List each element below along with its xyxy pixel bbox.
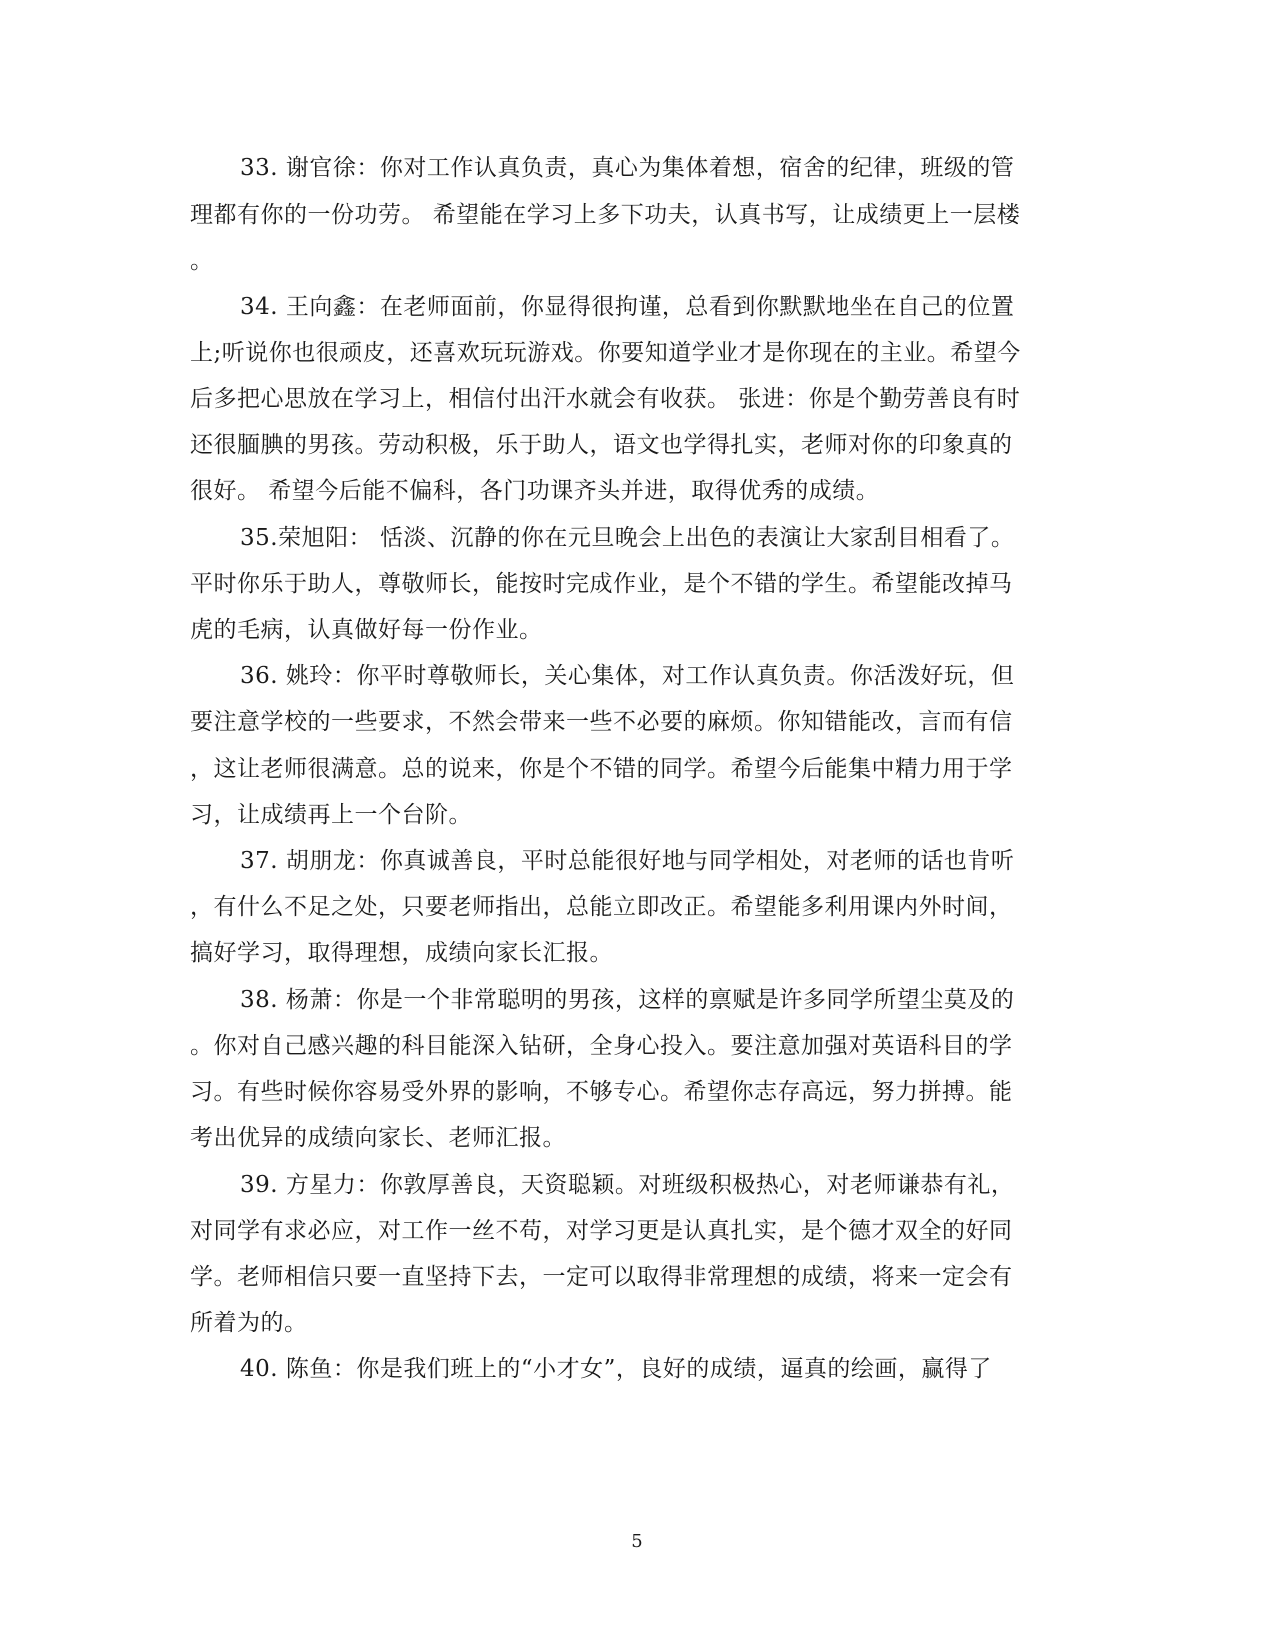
text-line: 36. 姚玲：你平时尊敬师长，关心集体，对工作认真负责。你活泼好玩，但 xyxy=(240,663,1015,689)
text-line: ，这让老师很满意。总的说来，你是个不错的同学。希望今后能集中精力用于学 xyxy=(190,756,1013,782)
text-line: 上;听说你也很顽皮，还喜欢玩玩游戏。你要知道学业才是你现在的主业。希望今 xyxy=(190,340,1021,366)
text-line: 所着为的。 xyxy=(190,1310,308,1336)
text-line: 理都有你的一份功劳。 希望能在学习上多下功夫，认真书写，让成绩更上一层楼 xyxy=(190,202,1021,228)
text-line: 习，让成绩再上一个台阶。 xyxy=(190,802,472,828)
text-line: 40. 陈鱼：你是我们班上的“小才女”，良好的成绩，逼真的绘画，赢得了 xyxy=(240,1356,992,1382)
text-line: 。你对自己感兴趣的科目能深入钻研，全身心投入。要注意加强对英语科目的学 xyxy=(190,1033,1013,1059)
text-line: 33. 谢官徐：你对工作认真负责，真心为集体着想，宿舍的纪律，班级的管 xyxy=(240,155,1015,181)
text-line: 38. 杨萧：你是一个非常聪明的男孩，这样的禀赋是许多同学所望尘莫及的 xyxy=(240,987,1015,1013)
text-line: ，有什么不足之处，只要老师指出，总能立即改正。希望能多利用课内外时间， xyxy=(190,894,1013,920)
page-number: 5 xyxy=(631,1531,643,1552)
text-line: 很好。 希望今后能不偏科，各门功课齐头并进，取得优秀的成绩。 xyxy=(190,478,880,504)
text-line: 要注意学校的一些要求，不然会带来一些不必要的麻烦。你知错能改，言而有信 xyxy=(190,709,1013,735)
text-line: 考出优异的成绩向家长、老师汇报。 xyxy=(190,1125,566,1151)
text-line: 39. 方星力：你敦厚善良，天资聪颖。对班级积极热心，对老师谦恭有礼， xyxy=(240,1172,1015,1198)
text-line: 后多把心思放在学习上，相信付出汗水就会有收获。 张进：你是个勤劳善良有时 xyxy=(190,386,1021,412)
text-line: 。 xyxy=(190,248,214,274)
text-line: 习。有些时候你容易受外界的影响，不够专心。希望你志存高远，努力拼搏。能 xyxy=(190,1079,1013,1105)
text-line: 搞好学习，取得理想，成绩向家长汇报。 xyxy=(190,940,613,966)
text-line: 学。老师相信只要一直坚持下去，一定可以取得非常理想的成绩，将来一定会有 xyxy=(190,1264,1013,1290)
text-line: 37. 胡朋龙：你真诚善良，平时总能很好地与同学相处，对老师的话也肯听 xyxy=(240,848,1015,874)
text-line: 对同学有求必应，对工作一丝不苟，对学习更是认真扎实，是个德才双全的好同 xyxy=(190,1218,1013,1244)
text-line: 平时你乐于助人，尊敬师长，能按时完成作业，是个不错的学生。希望能改掉马 xyxy=(190,571,1013,597)
text-line: 34. 王向鑫：在老师面前，你显得很拘谨，总看到你默默地坐在自己的位置 xyxy=(240,294,1015,320)
text-line: 虎的毛病，认真做好每一份作业。 xyxy=(190,617,543,643)
text-line: 还很腼腆的男孩。劳动积极，乐于助人，语文也学得扎实，老师对你的印象真的 xyxy=(190,432,1013,458)
text-line: 35.荣旭阳： 恬淡、沉静的你在元旦晚会上出色的表演让大家刮目相看了。 xyxy=(240,525,1015,551)
